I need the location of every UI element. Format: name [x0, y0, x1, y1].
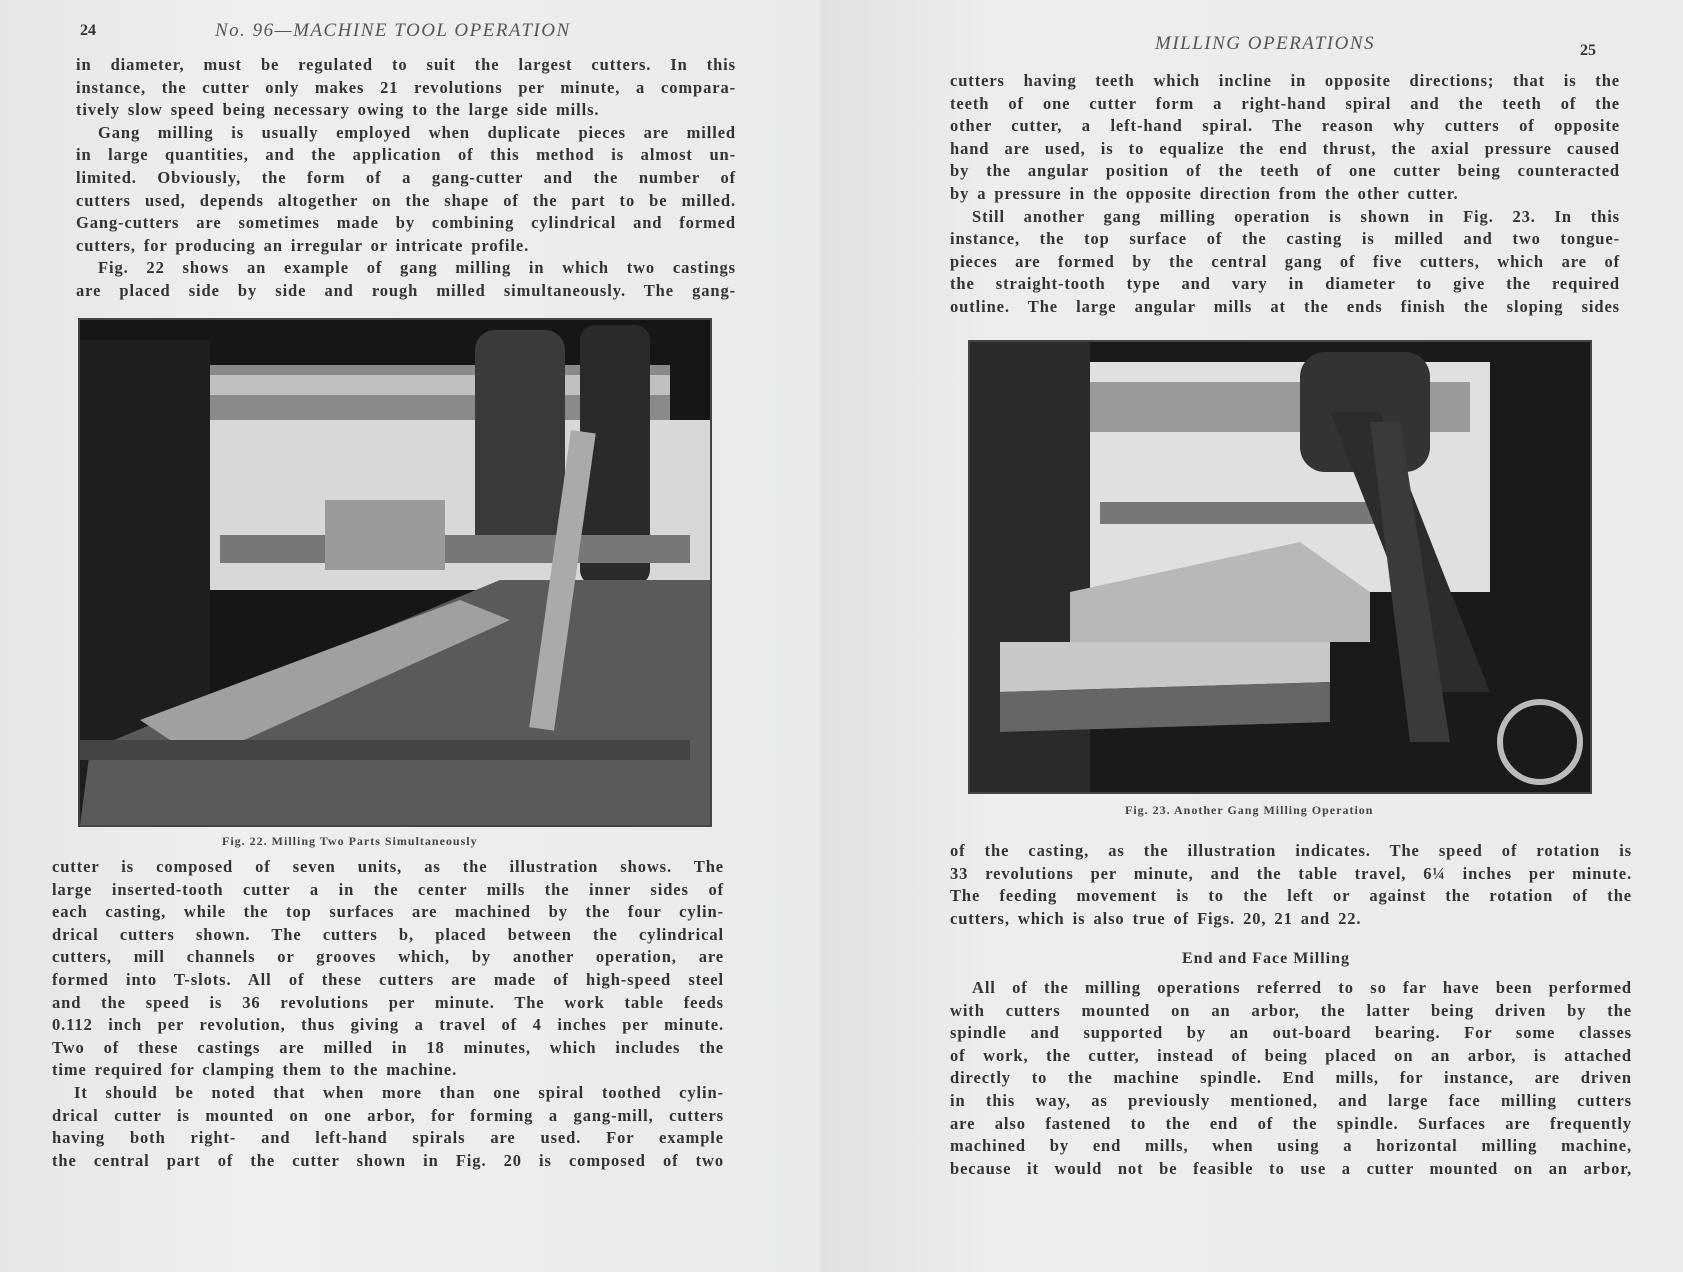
- text-line: limited. Obviously, the form of a gang-cutter and the number of: [76, 167, 736, 187]
- text-line: Gang milling is usually employed when duplicate pieces are milled: [98, 122, 736, 142]
- text-line: teeth of one cutter form a right-hand spiral and the teeth of the: [950, 93, 1620, 113]
- running-head: No. 96—MACHINE TOOL OPERATION: [215, 20, 571, 41]
- text-line: in large quantities, and the application of this method is almost un-: [76, 145, 736, 165]
- text-line: are also fastened to the end of the spindle. Surfaces are frequently: [950, 1113, 1632, 1133]
- text-line: Gang-cutters are sometimes made by combining cylindrical and formed: [76, 213, 736, 233]
- text-line: because it would not be feasible to use a cutter mounted on an arbor,: [950, 1158, 1632, 1178]
- text-line: pieces are formed by the central gang of five cutters, which are of: [950, 251, 1620, 271]
- text-line: instance, the cutter only makes 21 revolutions per minute, a compara-: [76, 77, 736, 97]
- text-line: It should be noted that when more than one spiral toothed cylin-: [74, 1082, 724, 1102]
- text-line: spindle and supported by an out-board bearing. For some classes: [950, 1023, 1632, 1043]
- text-line: of work, the cutter, instead of being placed on an arbor, is attached: [950, 1045, 1632, 1065]
- text-line: drical cutters shown. The cutters b, placed between the cylindrical: [52, 924, 724, 944]
- text-line: 33 revolutions per minute, and the table travel, 6¼ inches per minute.: [950, 863, 1632, 883]
- text-line: All of the milling operations referred to so far have been performed: [972, 978, 1632, 997]
- page-number: 24: [80, 22, 96, 39]
- text-line: The feeding movement is to the left or against the rotation of the: [950, 886, 1632, 906]
- left-page: [0, 0, 820, 1272]
- text-line: hand are used, is to equalize the end thrust, the axial pressure caused: [950, 138, 1620, 158]
- text-line: of the casting, as the illustration indicates. The speed of rotation is: [950, 841, 1632, 860]
- text-line: outline. The large angular mills at the ends finish the sloping sides: [950, 296, 1620, 316]
- text-line: drical cutter is mounted on one arbor, for forming a gang-mill, cutters: [52, 1105, 724, 1125]
- page-number: 25: [1580, 42, 1596, 59]
- text-line: Fig. 22 shows an example of gang milling in which two castings: [98, 258, 736, 278]
- text-line: Two of these castings are milled in 18 minutes, which includes the: [52, 1037, 724, 1057]
- text-line: cutters, for producing an irregular or intricate profile.: [76, 235, 530, 255]
- figure-23-photo: [968, 340, 1592, 794]
- section-heading: End and Face Milling: [1182, 950, 1351, 967]
- text-line: and the speed is 36 revolutions per minute. The work table feeds: [52, 992, 724, 1012]
- figure-22-caption: Fig. 22. Milling Two Parts Simultaneously: [222, 834, 478, 848]
- text-line: by the angular position of the teeth of one cutter being counteracted: [950, 161, 1620, 181]
- text-line: with cutters mounted on an arbor, the latter being driven by the: [950, 1000, 1632, 1020]
- text-line: are placed side by side and rough milled simultaneously. The gang-: [76, 280, 736, 300]
- text-line: the central part of the cutter shown in Fig. 20 is composed of two: [52, 1150, 724, 1170]
- text-block-middle: [950, 840, 1632, 930]
- text-line: the straight-tooth type and vary in diameter to give the required: [950, 274, 1620, 294]
- text-line: in this way, as previously mentioned, and large face milling cutters: [950, 1090, 1632, 1110]
- right-page: [820, 0, 1683, 1272]
- text-line: having both right- and left-hand spirals are used. For example: [52, 1128, 724, 1148]
- text-line: Still another gang milling operation is shown in Fig. 23. In this: [972, 206, 1620, 226]
- figure-22-photo: [78, 318, 712, 827]
- milling-machine-photo: [80, 320, 710, 825]
- text-line: other cutter, a left-hand spiral. The reason why cutters of opposite: [950, 116, 1620, 136]
- running-head: MILLING OPERATIONS: [1155, 33, 1375, 54]
- text-line: cutters having teeth which incline in opposite directions; that is the: [950, 71, 1620, 90]
- text-block-top: [76, 54, 736, 303]
- text-line: machined by end mills, when using a horizontal milling machine,: [950, 1136, 1632, 1156]
- text-line: large inserted-tooth cutter a in the center mills the inner sides of: [52, 879, 724, 899]
- text-line: 0.112 inch per revolution, thus giving a travel of 4 inches per minute.: [52, 1015, 724, 1035]
- text-block-bottom: [950, 977, 1632, 1180]
- text-line: time required for clamping them to the machine.: [52, 1060, 458, 1080]
- text-line: instance, the top surface of the casting is milled and two tongue-: [950, 229, 1620, 249]
- text-block-bottom: [52, 856, 724, 1172]
- text-line: directly to the machine spindle. End mills, for instance, are driven: [950, 1068, 1632, 1088]
- text-line: cutter is composed of seven units, as the illustration shows. The: [52, 857, 724, 876]
- figure-23-caption: Fig. 23. Another Gang Milling Operation: [1125, 803, 1374, 817]
- text-line: cutters, mill channels or grooves which, by another operation, are: [52, 947, 724, 967]
- text-line: in diameter, must be regulated to suit the largest cutters. In this: [76, 55, 736, 74]
- text-block-top: [950, 70, 1620, 319]
- text-line: formed into T-slots. All of these cutters are made of high-speed steel: [52, 969, 724, 989]
- text-line: cutters, which is also true of Figs. 20, 21 and 22.: [950, 908, 1362, 928]
- text-line: by a pressure in the opposite direction from the other cutter.: [950, 183, 1459, 203]
- text-line: cutters used, depends altogether on the shape of the part to be milled.: [76, 190, 736, 210]
- text-line: tively slow speed being necessary owing to the large side mills.: [76, 100, 600, 120]
- text-line: each casting, while the top surfaces are machined by the four cylin-: [52, 902, 724, 922]
- milling-machine-photo: [970, 342, 1590, 792]
